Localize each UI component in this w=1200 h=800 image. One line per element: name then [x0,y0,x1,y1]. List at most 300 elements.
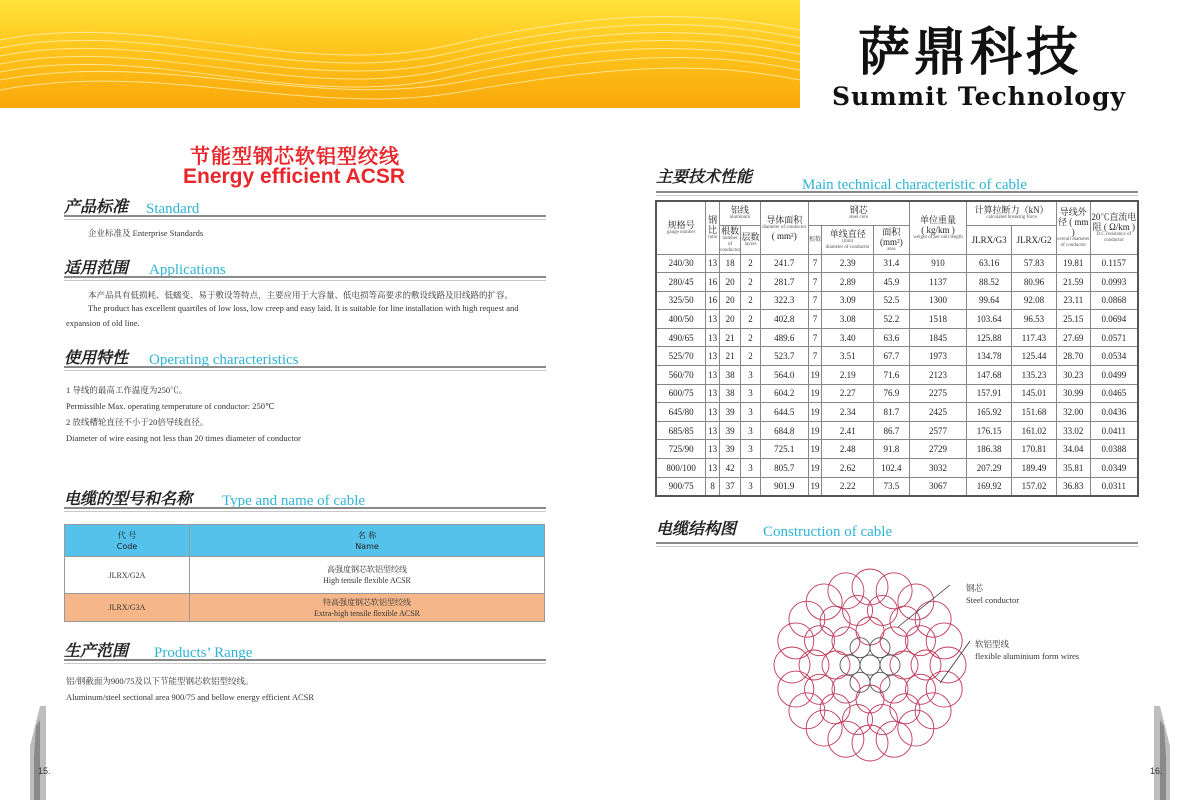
al-layer-cell: 3 [741,477,761,496]
ratio-cell: 16 [706,291,720,310]
force-g2-cell: 157.02 [1012,477,1057,496]
od-cell: 30.99 [1056,384,1090,403]
spec-cell: 600/75 [656,384,706,403]
wire-strand [828,573,864,609]
od-cell: 28.70 [1056,347,1090,366]
operating-line-2: Permissible Max. operating temperature of conductor: 250℃ [66,401,275,411]
operating-line-4: Diameter of wire easing not less than 20 times diameter of conductor [66,433,301,443]
od-cell: 30.23 [1056,366,1090,385]
steel-dia-cell: 3.51 [822,347,874,366]
force-g3-cell: 103.64 [967,310,1012,329]
section-rule [64,507,546,512]
steel-dia-cell: 3.08 [822,310,874,329]
od-cell: 23.11 [1056,291,1090,310]
header-weight-en: weight of per unit length [913,234,963,240]
wire-strand [926,623,962,659]
al-count-cell: 20 [720,273,741,292]
spec-cell: 400/50 [656,310,706,329]
al-layer-cell: 2 [741,291,761,310]
dcr-cell: 0.0571 [1090,328,1138,347]
dcr-cell: 0.0311 [1090,477,1138,496]
header-od-cn: 导线外径 [1058,206,1087,227]
area-cell: 489.6 [760,328,808,347]
area-cell: 402.8 [760,310,808,329]
ratio-cell: 13 [706,366,720,385]
steel-area-cell: 31.4 [873,254,909,273]
al-count-cell: 20 [720,310,741,329]
section-title-en: Standard [146,201,200,217]
code-cell: JLRX/G3A [65,594,190,622]
section-rule [64,366,546,371]
wire-strand [774,647,810,683]
force-g3-cell: 99.64 [967,291,1012,310]
ratio-cell: 13 [706,459,720,478]
header-al-count [720,225,741,254]
steel-area-cell: 73.5 [873,477,909,496]
od-cell: 32.00 [1056,403,1090,422]
tech-table-body [656,254,1138,496]
header-area-unit: ( mm²) [771,230,797,241]
steel-dia-cell: 2.89 [822,273,874,292]
section-title-en: Construction of cable [763,524,893,540]
steel-area-cell: 102.4 [873,459,909,478]
header-od [1056,201,1090,254]
section-title-cn: 产品标准 [64,197,129,216]
weight-cell: 2123 [909,366,966,385]
od-cell: 25.15 [1056,310,1090,329]
dcr-cell: 0.0534 [1090,347,1138,366]
al-layer-cell: 2 [741,310,761,329]
type-name-table [64,524,545,622]
table-row [656,384,1138,403]
steel-dia-cell: 2.39 [822,254,874,273]
force-g2-cell: 135.23 [1012,366,1057,385]
section-title-en: Type and name of cable [222,493,366,509]
cable-cross-section [770,565,970,765]
header-od-en: overall diameter of conductor [1056,236,1090,248]
area-cell: 281.7 [760,273,808,292]
spec-cell: 900/75 [656,477,706,496]
force-g3-cell: 63.16 [967,254,1012,273]
force-g3-cell: 125.88 [967,328,1012,347]
header-banner [0,0,800,108]
force-g3-cell: 186.38 [967,440,1012,459]
al-layer-cell: 3 [741,384,761,403]
force-g2-cell: 151.68 [1012,403,1057,422]
wire-strand [876,721,912,757]
table-row [656,254,1138,273]
steel-count-cell: 19 [808,477,822,496]
force-g2-cell: 117.43 [1012,328,1057,347]
al-count-cell: 21 [720,347,741,366]
header-force-cn: 计算拉断力（kN） [974,205,1049,216]
code-cell: JLRX/G2A [65,557,190,594]
od-cell: 35.81 [1056,459,1090,478]
header-dcr-cn: 20℃直流电阻 [1091,211,1137,232]
header-al-en: aluminum [729,215,751,221]
name-header-cn: 名 称 [357,530,377,540]
spec-cell: 325/50 [656,291,706,310]
ratio-cell: 13 [706,403,720,422]
weight-cell: 1518 [909,310,966,329]
table-row [656,273,1138,292]
header-steel-dia-unit: (mm) [842,238,854,244]
steel-area-cell: 67.7 [873,347,909,366]
section-title-cn: 主要技术性能 [656,167,753,186]
name-cn: 高强度钢芯软铝型绞线 [327,565,407,574]
al-layer-cell: 3 [741,366,761,385]
table-header-row [65,525,545,557]
table-row [656,421,1138,440]
section-title-cn: 电缆结构图 [656,519,737,538]
table-row [656,440,1138,459]
area-cell: 901.9 [760,477,808,496]
force-g3-cell: 147.68 [967,366,1012,385]
header-weight [909,201,966,254]
ratio-cell: 13 [706,421,720,440]
force-g3-cell: 157.91 [967,384,1012,403]
area-cell: 684.8 [760,421,808,440]
steel-count-cell: 7 [808,328,822,347]
wire-strand [876,573,912,609]
section-rule [656,542,1138,547]
weight-cell: 1300 [909,291,966,310]
page-number-right: 16. [1150,766,1163,776]
header-weight-cn: 单位重量 [919,214,956,225]
aluminium-middle-layer [799,595,941,734]
header-spec-en: gauge number [666,229,696,235]
steel-dia-cell: 2.41 [822,421,874,440]
header-aluminum [720,201,761,225]
force-g3-cell: 165.92 [967,403,1012,422]
wire-strand [778,623,814,659]
header-weight-unit: ( kg/km ) [921,224,955,235]
table-row [65,594,545,622]
steel-dia-cell: 2.19 [822,366,874,385]
wire-strand [778,671,814,707]
section-title-en: Operating characteristics [149,352,299,368]
table-row [656,291,1138,310]
al-count-cell: 38 [720,384,741,403]
header-area-cn: 导体面积 [766,214,803,225]
product-title-cn: 节能型钢芯软铝型绞线 [190,144,400,168]
force-g3-cell: 169.92 [967,477,1012,496]
area-cell: 322.3 [760,291,808,310]
spec-cell: 685/85 [656,421,706,440]
wire-strand [852,725,888,761]
al-layer-cell: 3 [741,459,761,478]
area-cell: 241.7 [760,254,808,273]
dcr-cell: 0.0694 [1090,310,1138,329]
area-cell: 523.7 [760,347,808,366]
steel-dia-cell: 2.27 [822,384,874,403]
steel-area-cell: 45.9 [873,273,909,292]
header-od-unit: ( mm ) [1069,216,1089,237]
force-g3-cell: 176.15 [967,421,1012,440]
force-g3-cell: 134.78 [967,347,1012,366]
al-layer-cell: 2 [741,347,761,366]
al-count-cell: 38 [720,366,741,385]
header-steel [808,201,909,225]
header-ratio [706,201,720,254]
applications-text-cn: 本产品具有低损耗、低蠕变、易于敷设等特点，主要应用于大容量、低电损等高要求的敷设线路及旧线路的扩容。 [88,290,514,300]
weight-cell: 3032 [909,459,966,478]
spec-cell: 725/90 [656,440,706,459]
area-cell: 604.2 [760,384,808,403]
name-cell [190,557,545,594]
section-rule [656,191,1138,196]
header-al-layer [741,225,761,254]
range-text-en: Aluminum/steel sectional area 900/75 and bellow energy efficient ACSR [66,692,315,702]
force-g2-cell: 80.96 [1012,273,1057,292]
applications-text-en: The product has excellent quartiles of low loss, low creep and easy laid. It is suitable for line installation with high request and expansion of old line. [66,303,519,328]
al-count-cell: 39 [720,421,741,440]
header-steel-dia-cn: 单线直径 [829,228,866,239]
aluminium-label-en: flexible aluminium form wires [975,651,1080,661]
al-count-cell: 39 [720,403,741,422]
name-cn: 特高强度钢芯软铝型绞线 [323,597,411,607]
steel-dia-cell: 3.40 [822,328,874,347]
page-number-left: 15. [38,766,51,776]
spec-cell: 240/30 [656,254,706,273]
steel-count-cell: 7 [808,254,822,273]
al-count-cell: 37 [720,477,741,496]
range-text-cn: 铝/钢截面为900/75及以下节能型钢芯软铝型绞线。 [66,676,254,686]
header-ratio-cn: 钢比 [708,214,718,235]
od-cell: 34.04 [1056,440,1090,459]
steel-area-cell: 71.6 [873,366,909,385]
al-count-cell: 18 [720,254,741,273]
steel-label [966,582,1019,606]
steel-core [840,638,900,693]
section-title-cn: 适用范围 [64,258,129,277]
weight-cell: 2275 [909,384,966,403]
right-corner-decoration [1154,706,1178,800]
section-title-cn: 电缆的型号和名称 [64,489,193,508]
wire-strand [930,647,966,683]
header-steel-count [808,225,822,254]
header-al-count-en: number of conductor [720,235,741,253]
section-rule [64,659,546,664]
force-g2-cell: 189.49 [1012,459,1057,478]
steel-count-cell: 7 [808,291,822,310]
header-al-count-cn: 根数 [721,225,740,236]
dcr-cell: 0.0388 [1090,440,1138,459]
section-main-tech [656,164,1138,193]
steel-count-cell: 19 [808,403,822,422]
steel-count-cell: 19 [808,366,822,385]
dcr-cell: 0.0436 [1090,403,1138,422]
steel-count-cell: 19 [808,421,822,440]
table-row [656,328,1138,347]
force-g3-cell: 88.52 [967,273,1012,292]
od-cell: 33.02 [1056,421,1090,440]
spec-cell: 560/70 [656,366,706,385]
ratio-cell: 13 [706,440,720,459]
section-title-en: Applications [149,262,226,278]
al-count-cell: 21 [720,328,741,347]
steel-dia-cell: 2.48 [822,440,874,459]
wire-strand [852,569,888,605]
force-g2-cell: 125.44 [1012,347,1057,366]
steel-label-cn: 钢芯 [966,583,984,593]
left-corner-decoration [22,706,46,800]
header-area [760,201,808,254]
force-g2-cell: 145.01 [1012,384,1057,403]
area-cell: 725.1 [760,440,808,459]
table-row [65,557,545,594]
steel-strand [860,655,880,675]
force-g2-cell: 92.08 [1012,291,1057,310]
weight-cell: 2729 [909,440,966,459]
od-cell: 36.83 [1056,477,1090,496]
code-header-cn: 代 号 [117,530,137,540]
ratio-cell: 13 [706,310,720,329]
table-row [656,459,1138,478]
wire-strand [828,721,864,757]
ratio-cell: 8 [706,477,720,496]
spec-cell: 490/65 [656,328,706,347]
steel-area-cell: 76.9 [873,384,909,403]
weight-cell: 910 [909,254,966,273]
force-g2-cell: 170.81 [1012,440,1057,459]
steel-dia-cell: 2.62 [822,459,874,478]
name-en: High tensile flexible ACSR [323,576,411,585]
area-cell: 564.0 [760,366,808,385]
aluminium-inner-layer [822,617,918,713]
steel-count-cell: 19 [808,440,822,459]
aluminium-outer-layer [774,569,966,761]
product-title-en: Energy efficient ACSR [183,165,406,188]
header-spec [656,201,706,254]
dcr-cell: 0.0465 [1090,384,1138,403]
table-row [656,366,1138,385]
header-steel-count-cn: 根数 [809,236,822,243]
ratio-cell: 13 [706,384,720,403]
al-layer-cell: 3 [741,440,761,459]
header-al-cn: 铝线 [731,205,750,216]
code-header-en: Code [116,541,138,551]
brand-name-cn: 萨鼎科技 [858,22,1083,83]
section-rule [64,215,546,220]
steel-dia-cell: 2.22 [822,477,874,496]
name-header-en: Name [355,541,379,551]
steel-area-cell: 63.6 [873,328,909,347]
dcr-cell: 0.0499 [1090,366,1138,385]
weight-cell: 3067 [909,477,966,496]
spec-cell: 800/100 [656,459,706,478]
od-cell: 19.81 [1056,254,1090,273]
ratio-cell: 13 [706,347,720,366]
section-applications [64,255,546,281]
steel-count-cell: 19 [808,459,822,478]
section-type-name [64,486,546,512]
steel-area-cell: 91.8 [873,440,909,459]
spec-cell: 525/70 [656,347,706,366]
steel-dia-cell: 2.34 [822,403,874,422]
al-count-cell: 42 [720,459,741,478]
dcr-cell: 0.0411 [1090,421,1138,440]
steel-area-cell: 81.7 [873,403,909,422]
dcr-cell: 0.0349 [1090,459,1138,478]
dcr-cell: 0.0868 [1090,291,1138,310]
od-cell: 27.69 [1056,328,1090,347]
aluminium-label [975,638,1079,662]
area-cell: 805.7 [760,459,808,478]
section-standard [64,194,546,220]
al-layer-cell: 3 [741,421,761,440]
force-g2-cell: 161.02 [1012,421,1057,440]
header-spec-cn: 规格号 [667,219,695,230]
name-header [190,525,545,557]
aluminium-label-cn: 软铝型线 [975,639,1010,649]
al-layer-cell: 2 [741,328,761,347]
header-steel-area-en: area [887,246,896,252]
steel-count-cell: 7 [808,273,822,292]
section-construction [656,516,1138,542]
operating-line-1: 1 导线的最高工作温度为250℃。 [66,385,188,395]
spec-cell: 280/45 [656,273,706,292]
header-force-g2: JLRX/G2 [1012,225,1057,254]
weight-cell: 2425 [909,403,966,422]
table-row [656,310,1138,329]
dcr-cell: 0.1157 [1090,254,1138,273]
header-steel-dia [822,225,874,254]
header-steel-area [873,225,909,254]
weight-cell: 2577 [909,421,966,440]
steel-area-cell: 52.5 [873,291,909,310]
header-force-g3: JLRX/G3 [967,225,1012,254]
dcr-cell: 0.0993 [1090,273,1138,292]
al-layer-cell: 3 [741,403,761,422]
name-cell [190,594,545,622]
force-g2-cell: 96.53 [1012,310,1057,329]
steel-area-cell: 52.2 [873,310,909,329]
table-row [656,403,1138,422]
header-steel-cn: 钢芯 [849,205,868,216]
operating-line-3: 2 放线槽轮直径不小于20倍导线直径。 [66,417,209,427]
header-dcr-en: D.C.resistance of conductor [1096,231,1132,243]
code-header [65,525,190,557]
section-operating [64,345,546,371]
header-force [967,201,1057,225]
steel-dia-cell: 3.09 [822,291,874,310]
ratio-cell: 13 [706,254,720,273]
al-count-cell: 20 [720,291,741,310]
weight-cell: 1973 [909,347,966,366]
steel-area-cell: 86.7 [873,421,909,440]
section-rule [64,276,546,281]
section-range [64,638,546,664]
steel-count-cell: 7 [808,347,822,366]
section-title-cn: 使用特性 [64,348,129,367]
section-title-en: Main technical characteristic of cable [802,177,1027,193]
force-g3-cell: 207.29 [967,459,1012,478]
header-dcr-unit: ( Ω/km ) [1103,221,1136,232]
brand-name-en: Summit Technology [832,82,1126,111]
steel-label-en: Steel conductor [966,595,1020,605]
steel-count-cell: 7 [808,310,822,329]
standard-text: 企业标准及 Enterprise Standards [88,228,204,238]
tech-table [655,200,1139,497]
al-layer-cell: 2 [741,254,761,273]
spec-cell: 645/80 [656,403,706,422]
header-steel-en: steel core [849,215,869,221]
header-force-en: calculated breaking force [986,215,1037,221]
header-steel-dia-en: diameter of conductor [825,244,870,250]
al-count-cell: 39 [720,440,741,459]
header-dcr [1090,201,1138,254]
